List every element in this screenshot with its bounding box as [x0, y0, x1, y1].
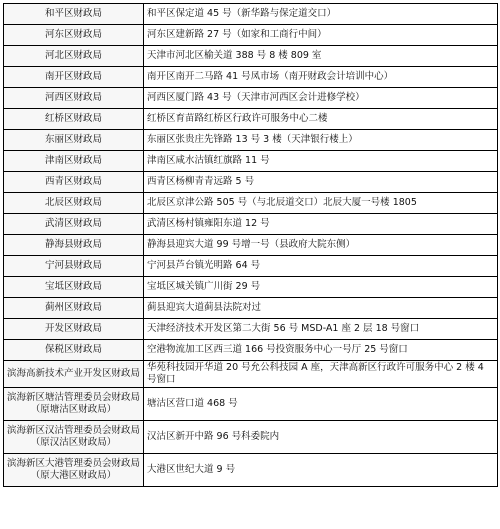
office-name: 滨海高新技术产业开发区财政局: [4, 361, 144, 388]
table-row: [4, 421, 498, 454]
office-address: 天津市河北区榆关道 388 号 8 楼 809 室: [144, 46, 498, 67]
office-address: 塘沽区营口道 468 号: [144, 388, 498, 421]
office-name: 东丽区财政局: [4, 130, 144, 151]
office-address: 红桥区育苗路红桥区行政许可服务中心二楼: [144, 109, 498, 130]
tax-office-table: [3, 3, 498, 487]
table-row: [4, 454, 498, 487]
office-address: 西青区杨柳青青远路 5 号: [144, 172, 498, 193]
office-address: 宝坻区城关镇广川街 29 号: [144, 277, 498, 298]
office-address: 和平区保定道 45 号（新华路与保定道交口）: [144, 4, 498, 25]
table-row: [4, 361, 498, 388]
table-row: [4, 298, 498, 319]
office-address: 东丽区张贵庄先锋路 13 号 3 楼（天津银行楼上）: [144, 130, 498, 151]
office-name: 蓟州区财政局: [4, 298, 144, 319]
office-name: 河北区财政局: [4, 46, 144, 67]
office-name: 宁河县财政局: [4, 256, 144, 277]
table-row: [4, 130, 498, 151]
office-address: 南开区南开二马路 41 号凤市场（南开财政会计培训中心）: [144, 67, 498, 88]
office-name: 津南区财政局: [4, 151, 144, 172]
table-row: [4, 193, 498, 214]
table-row: [4, 235, 498, 256]
table-row: [4, 340, 498, 361]
office-name: 武清区财政局: [4, 214, 144, 235]
table-row: [4, 46, 498, 67]
table-row: [4, 151, 498, 172]
office-address: 武清区杨村镇雍阳东道 12 号: [144, 214, 498, 235]
office-address: 静海县迎宾大道 99 号增一号（县政府大院东侧）: [144, 235, 498, 256]
office-address: 河西区厦门路 43 号（天津市河西区会计进修学校）: [144, 88, 498, 109]
office-address: 宁河县芦台镇光明路 64 号: [144, 256, 498, 277]
office-name: 北辰区财政局: [4, 193, 144, 214]
office-address: 天津经济技术开发区第二大街 56 号 MSD-A1 座 2 层 18 号窗口: [144, 319, 498, 340]
table-row: [4, 256, 498, 277]
office-name: 保税区财政局: [4, 340, 144, 361]
office-name: 和平区财政局: [4, 4, 144, 25]
office-name: 开发区财政局: [4, 319, 144, 340]
table-row: [4, 277, 498, 298]
table-row: [4, 109, 498, 130]
office-name: 西青区财政局: [4, 172, 144, 193]
table-row: [4, 67, 498, 88]
office-address: 华苑科技园开华道 20 号允公科技园 A 座，天津高新区行政许可服务中心 2 楼 4 号窗口: [144, 361, 498, 388]
table-row: [4, 319, 498, 340]
office-address: 河东区建新路 27 号（如家和工商行中间）: [144, 25, 498, 46]
table-row: [4, 25, 498, 46]
table-row: [4, 4, 498, 25]
table-row: [4, 214, 498, 235]
office-address: 大港区世纪大道 9 号: [144, 454, 498, 487]
table-row: [4, 88, 498, 109]
office-name: 宝坻区财政局: [4, 277, 144, 298]
office-address: 蓟县迎宾大道蓟县法院对过: [144, 298, 498, 319]
table-row: [4, 388, 498, 421]
office-name: 滨海新区汉沽管理委员会财政局（原汉沽区财政局）: [4, 421, 144, 454]
office-address: 津南区咸水沽镇红旗路 11 号: [144, 151, 498, 172]
office-address: 汉沽区新开中路 96 号科委院内: [144, 421, 498, 454]
office-name: 河西区财政局: [4, 88, 144, 109]
office-name: 红桥区财政局: [4, 109, 144, 130]
office-name: 南开区财政局: [4, 67, 144, 88]
office-address: 北辰区京津公路 505 号（与北辰道交口）北辰大厦一号楼 1805: [144, 193, 498, 214]
table-row: [4, 172, 498, 193]
office-address: 空港物流加工区西三道 166 号投资服务中心一号厅 25 号窗口: [144, 340, 498, 361]
office-name: 滨海新区大港管理委员会财政局（原大港区财政局）: [4, 454, 144, 487]
office-name: 静海县财政局: [4, 235, 144, 256]
office-name: 河东区财政局: [4, 25, 144, 46]
office-name: 滨海新区塘沽管理委员会财政局（原塘沽区财政局）: [4, 388, 144, 421]
